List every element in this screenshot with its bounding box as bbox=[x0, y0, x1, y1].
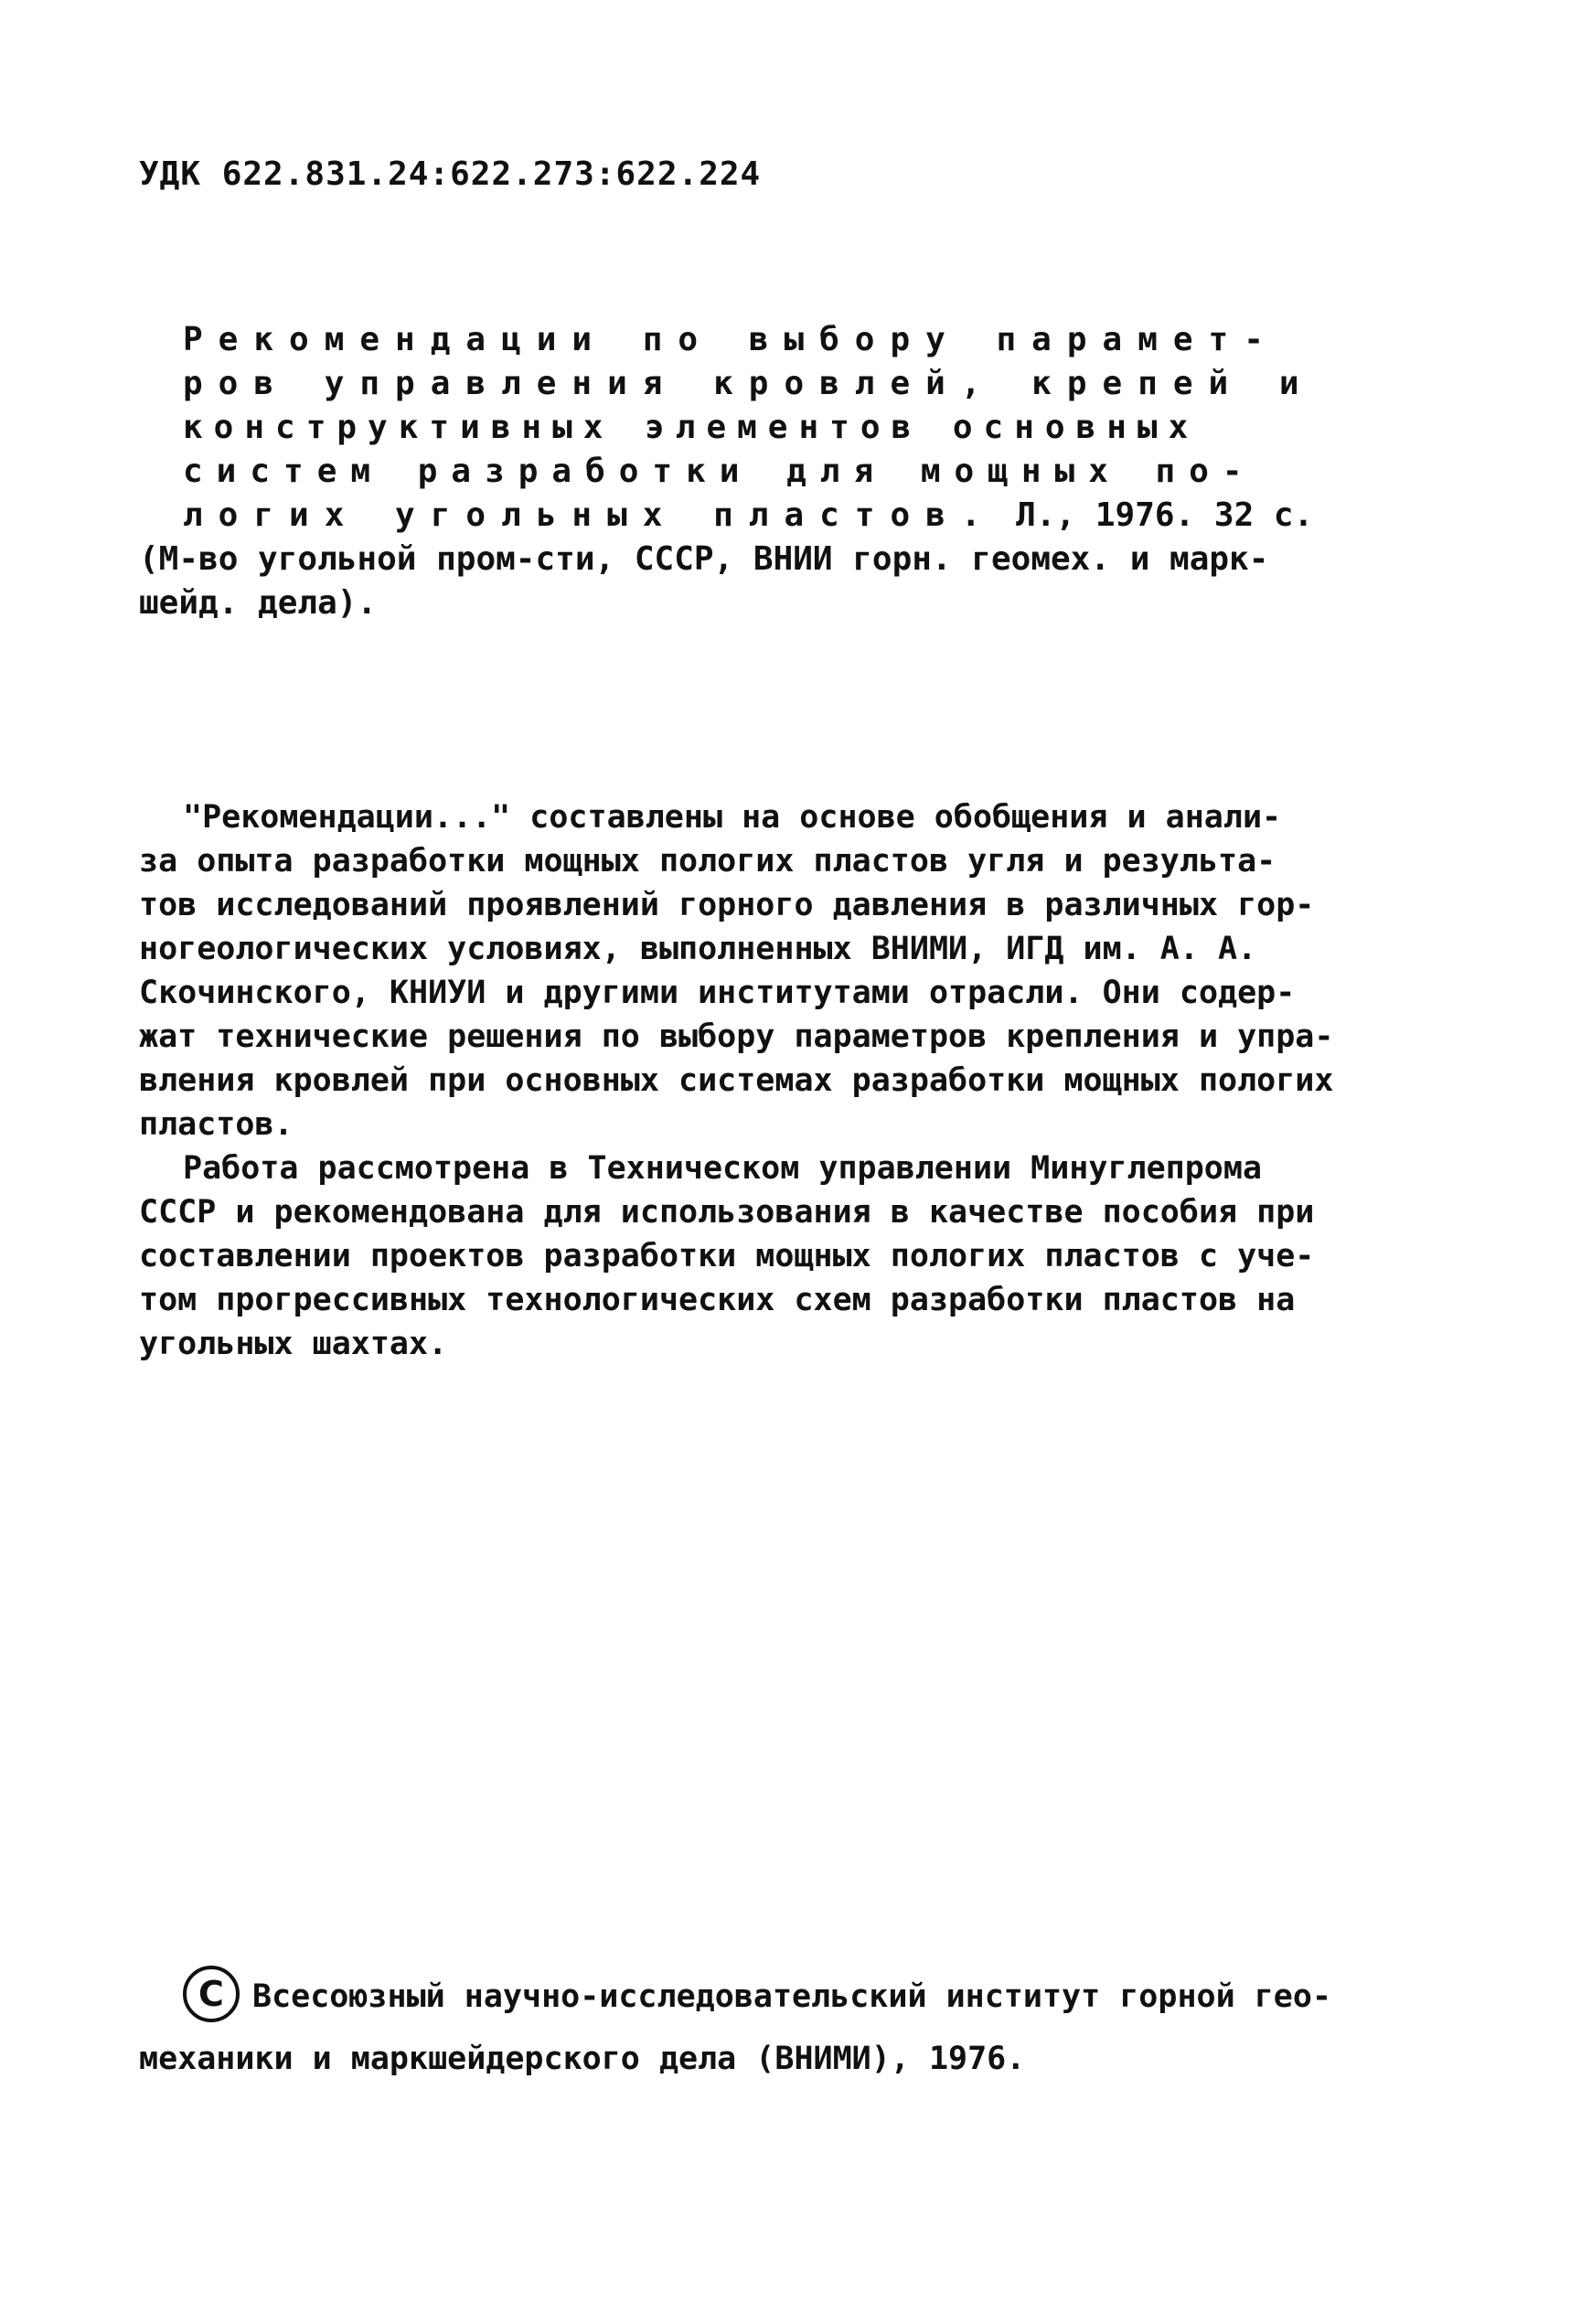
copyright-line-2: механики и маркшейдерского дела (ВНИМИ), 1976. bbox=[139, 2041, 1026, 2077]
copyright-text-1: Всесоюзный научно-исследовательский институт горной гео- bbox=[252, 1978, 1332, 2015]
abstract bbox=[139, 795, 1456, 1366]
publisher-line-1: (М-во угольной пром-сти, СССР, ВНИИ горн. геомех. и марк- bbox=[139, 540, 1269, 578]
copyright-notice bbox=[139, 1966, 1456, 2090]
udk-code: УДК 622.831.24:622.273:622.224 bbox=[139, 155, 762, 193]
abstract-p2-line-1: Работа рассмотрена в Техническом управлении Минуглепрома bbox=[183, 1150, 1263, 1187]
abstract-p1-line-8: пластов. bbox=[139, 1106, 294, 1143]
abstract-p1-line-3: тов исследований проявлений горного давления в различных гор- bbox=[139, 887, 1315, 923]
abstract-p1-line-4: ногеологических условиях, выполненных ВНИМИ, ИГД им. А. А. bbox=[139, 931, 1257, 967]
abstract-p1-line-2: за опыта разработки мощных пологих пластов угля и результа- bbox=[139, 843, 1276, 879]
publisher-line-2: шейд. дела). bbox=[139, 584, 378, 622]
title-last-spaced: логих угольных пластов. bbox=[183, 496, 997, 534]
abstract-p1-line-1: "Рекомендации..." составлены на основе обобщения и анали- bbox=[183, 799, 1282, 836]
title-line-2: ров управления кровлей, крепей и bbox=[183, 365, 1315, 402]
abstract-p1-line-5: Скочинского, КНИУИ и другими институтами отрасли. Они содер- bbox=[139, 975, 1296, 1011]
abstract-p2-line-2: СССР и рекомендована для использования в качестве пособия при bbox=[139, 1194, 1315, 1231]
copyright-icon: C bbox=[183, 1966, 240, 2022]
copyright-line-1 bbox=[139, 1966, 1456, 2028]
abstract-p2-line-4: том прогрессивных технологических схем разработки пластов на bbox=[139, 1282, 1296, 1318]
title-last-rest: Л., 1976. 32 с. bbox=[996, 496, 1314, 534]
title-line-4: систем разработки для мощных по- bbox=[183, 453, 1256, 490]
title-line-3: конструктивных элементов основных bbox=[183, 409, 1200, 446]
abstract-p2-line-5: угольных шахтах. bbox=[139, 1326, 448, 1362]
abstract-p1-line-7: вления кровлей при основных системах разработки мощных пологих bbox=[139, 1062, 1334, 1099]
title-line-5 bbox=[183, 494, 1463, 538]
abstract-p2-line-3: составлении проектов разработки мощных пологих пластов с уче- bbox=[139, 1238, 1315, 1274]
abstract-p1-line-6: жат технические решения по выбору параметров крепления и упра- bbox=[139, 1018, 1334, 1055]
bibliographic-record bbox=[139, 318, 1463, 625]
title-line-1: Рекомендации по выбору парамет- bbox=[183, 321, 1279, 358]
